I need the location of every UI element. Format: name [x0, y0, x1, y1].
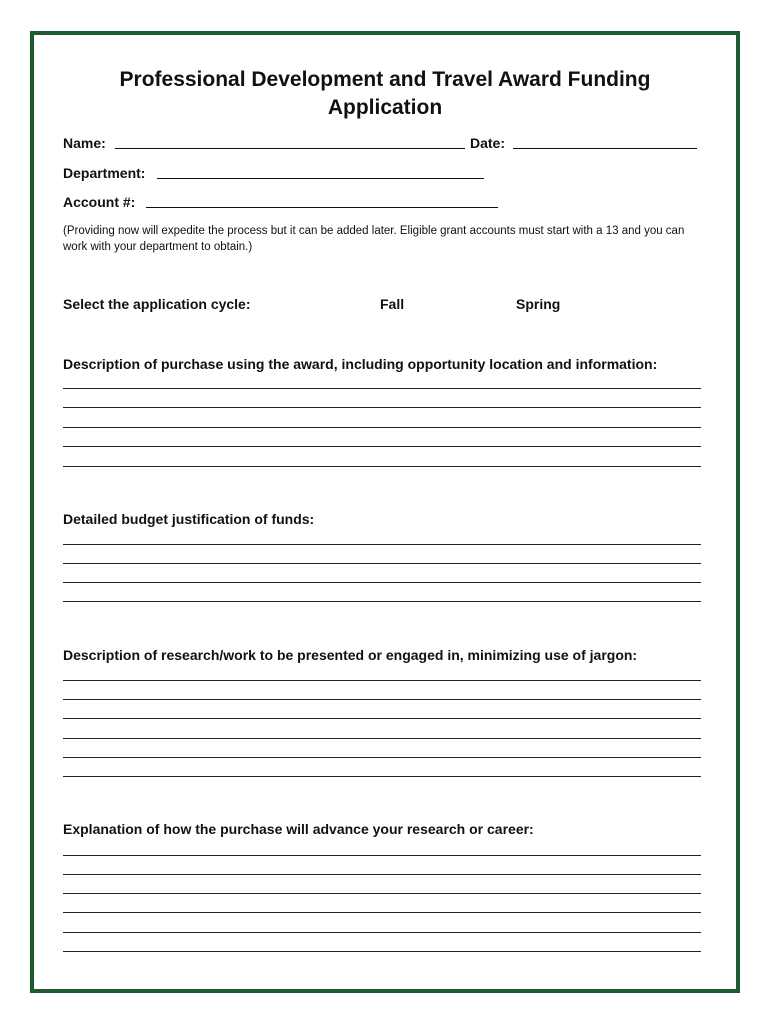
- date-field[interactable]: [513, 148, 697, 149]
- title-line-1: Professional Development and Travel Award Funding: [119, 68, 651, 91]
- research-description-line[interactable]: [63, 680, 701, 681]
- budget-justification-line[interactable]: [63, 563, 701, 564]
- career-explanation-line[interactable]: [63, 932, 701, 933]
- budget-justification-line[interactable]: [63, 544, 701, 545]
- budget-justification-line[interactable]: [63, 601, 701, 602]
- research-description-line[interactable]: [63, 718, 701, 719]
- page-title: [0, 66, 770, 122]
- date-label: Date:: [470, 135, 506, 151]
- research-description-line[interactable]: [63, 776, 701, 777]
- department-field[interactable]: [157, 178, 484, 179]
- purchase-description-label: Description of purchase using the award, including opportunity location and information:: [63, 356, 658, 372]
- cycle-label: Select the application cycle:: [63, 296, 251, 312]
- research-description-line[interactable]: [63, 757, 701, 758]
- cycle-option-spring[interactable]: Spring: [516, 296, 561, 312]
- purchase-description-line[interactable]: [63, 388, 701, 389]
- purchase-description-line[interactable]: [63, 407, 701, 408]
- research-description-line[interactable]: [63, 738, 701, 739]
- career-explanation-line[interactable]: [63, 893, 701, 894]
- cycle-option-fall[interactable]: Fall: [380, 296, 405, 312]
- career-explanation-line[interactable]: [63, 951, 701, 952]
- research-description-label: Description of research/work to be presented or engaged in, minimizing use of jargon:: [63, 647, 638, 663]
- career-explanation-line[interactable]: [63, 855, 701, 856]
- name-field[interactable]: [115, 148, 465, 149]
- purchase-description-line[interactable]: [63, 427, 701, 428]
- budget-justification-line[interactable]: [63, 582, 701, 583]
- research-description-line[interactable]: [63, 699, 701, 700]
- name-label: Name:: [63, 135, 106, 151]
- account-field[interactable]: [146, 207, 498, 208]
- account-label: Account #:: [63, 194, 136, 210]
- account-note: (Providing now will expedite the process but it can be added later. Eligible grant accounts must start with a 13 and you can work with your department to obtain.): [63, 225, 685, 253]
- career-explanation-line[interactable]: [63, 912, 701, 913]
- budget-justification-label: Detailed budget justification of funds:: [63, 511, 315, 527]
- title-line-2: Application: [327, 96, 443, 119]
- career-explanation-line[interactable]: [63, 874, 701, 875]
- career-explanation-label: Explanation of how the purchase will advance your research or career:: [63, 821, 534, 837]
- department-label: Department:: [63, 165, 146, 181]
- purchase-description-line[interactable]: [63, 446, 701, 447]
- purchase-description-line[interactable]: [63, 466, 701, 467]
